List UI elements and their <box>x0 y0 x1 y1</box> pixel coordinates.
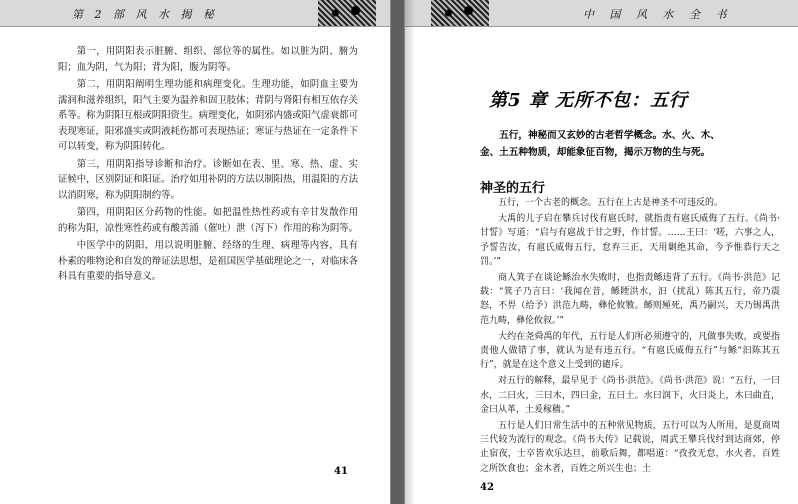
paragraph: 五行，一个古老的概念。五行在上古是神圣不可违反的。 <box>498 198 724 208</box>
paragraph: 第二，用阴阳阐明生理功能和病理变化。生理功能，如阴血主要为濡润和滋养组织，阳气主要为温养和固卫肢体；背阴与肾阳有相互依存关系等。称为阴阳互根或阴阳资生。病理变化，如阴邪内盛或阳气虚衰都可表现寒证，阳邪盛实或阴液耗伤都可表现热证；寒证与热证在一定条件下可以转变，称为阴阳转化。 <box>58 79 359 152</box>
chapter-intro: 五行，神秘而又玄妙的古老哲学概念。水、火、木、金、土五种物质，却能象征百物，揭示万物的生与死。 <box>480 130 720 158</box>
left-page-number: 41 <box>334 466 348 477</box>
right-body-text <box>480 196 780 478</box>
page-gutter-shadow <box>405 0 415 504</box>
paragraph: 大禹的儿子启在攀兵讨伐有扈氏时，就指责有扈氏威侮了五行。《尚书·甘誓》写道：“启与有扈战于甘之野，作甘誓。……王曰：‘嗟，六事之人，予誓告汝，有扈氏威侮五行，怠弃三正，天用剿绝其命，今予惟恭行天之罚。’” <box>480 214 780 267</box>
chapter-title: 第5 章 无所不包：五行 <box>489 90 689 111</box>
paragraph: 商人箕子在谈论鲧治水失败时，也指责鲧违背了五行。《尚书·洪范》记载：“箕子乃言曰：‘我闻在昔，鲧陻洪水，汩（扰乱）陈其五行，帝乃震怒，不畀（给予）洪范九畴，彝伦攸斁。鲧则殛死，禹乃嗣兴，天乃锡禹洪范九畴，彝伦攸叙。’” <box>480 273 780 326</box>
header-ornament-icon <box>431 0 489 26</box>
paragraph: 大约在尧舜禹的年代，五行是人们所必须遵守的，凡做事失败，或要指责他人做错了事，就认为是有违五行。“有扈氏威侮五行”与鲧“汩陈其五行”，就是在这个意义上受到的谴斥。 <box>480 331 780 371</box>
paragraph: 第四，用阴阳区分药物的性能。如把温性热性药或有辛甘发散作用的称为阳，凉性寒性药或有酸苦涌（催吐）泄（泻下）作用的称为阴等。 <box>58 207 359 234</box>
right-header-text: 中 国 风 水 全 书 <box>583 8 733 21</box>
right-page-header <box>405 0 798 27</box>
header-ornament-icon <box>318 0 376 26</box>
left-header-text: 第 2 部 风 水 揭 秘 <box>72 8 218 21</box>
section-title: 神圣的五行 <box>480 181 546 196</box>
paragraph: 第三，用阴阳指导诊断和治疗。诊断如在表、里、寒、热、虚、实证候中，区别阴证和阳证。治疗如用补阴的方法以制阳热，用温阳的方法以消阴寒，称为阴阳制约等。 <box>58 158 359 201</box>
paragraph: 五行是人们日常生活中的五种常见物质，五行可以为人所用，是夏商周三代较为流行的观念。《尚书大传》记载说，周武王攀兵伐纣到达商郊，停止宿夜，士卒皆欢乐达旦，前歌后舞，都唱道：“孜孜无怠，水火者，百姓之所饮食也；金木者，百姓之所兴生也；土 <box>480 421 780 474</box>
right-page <box>405 0 798 504</box>
left-body-text <box>58 44 358 287</box>
left-page-header <box>0 0 390 27</box>
paragraph: 第一，用阴阳表示脏腑、组织、部位等的属性。如以脏为阴、腑为阳；血为阴，气为阳；背为阳，腹为阴等。 <box>58 46 358 73</box>
left-page <box>0 0 390 504</box>
paragraph: 对五行的解释，最早见于《尚书·洪范》。《尚书·洪范》说：“五行，一曰水，二曰火，三曰木，四曰金，五曰土。水曰润下，火曰炎上，木曰曲直，金曰从革，土爰稼穑。” <box>480 376 780 415</box>
paragraph: 中医学中的阴阳，用以说明脏腑、经络的生理、病理等内容，具有朴素的唯物论和自发的辩证法思想，是祖国医学基础理论之一，对临床各科具有重要的指导意义。 <box>58 240 359 282</box>
right-page-number: 42 <box>480 482 494 493</box>
